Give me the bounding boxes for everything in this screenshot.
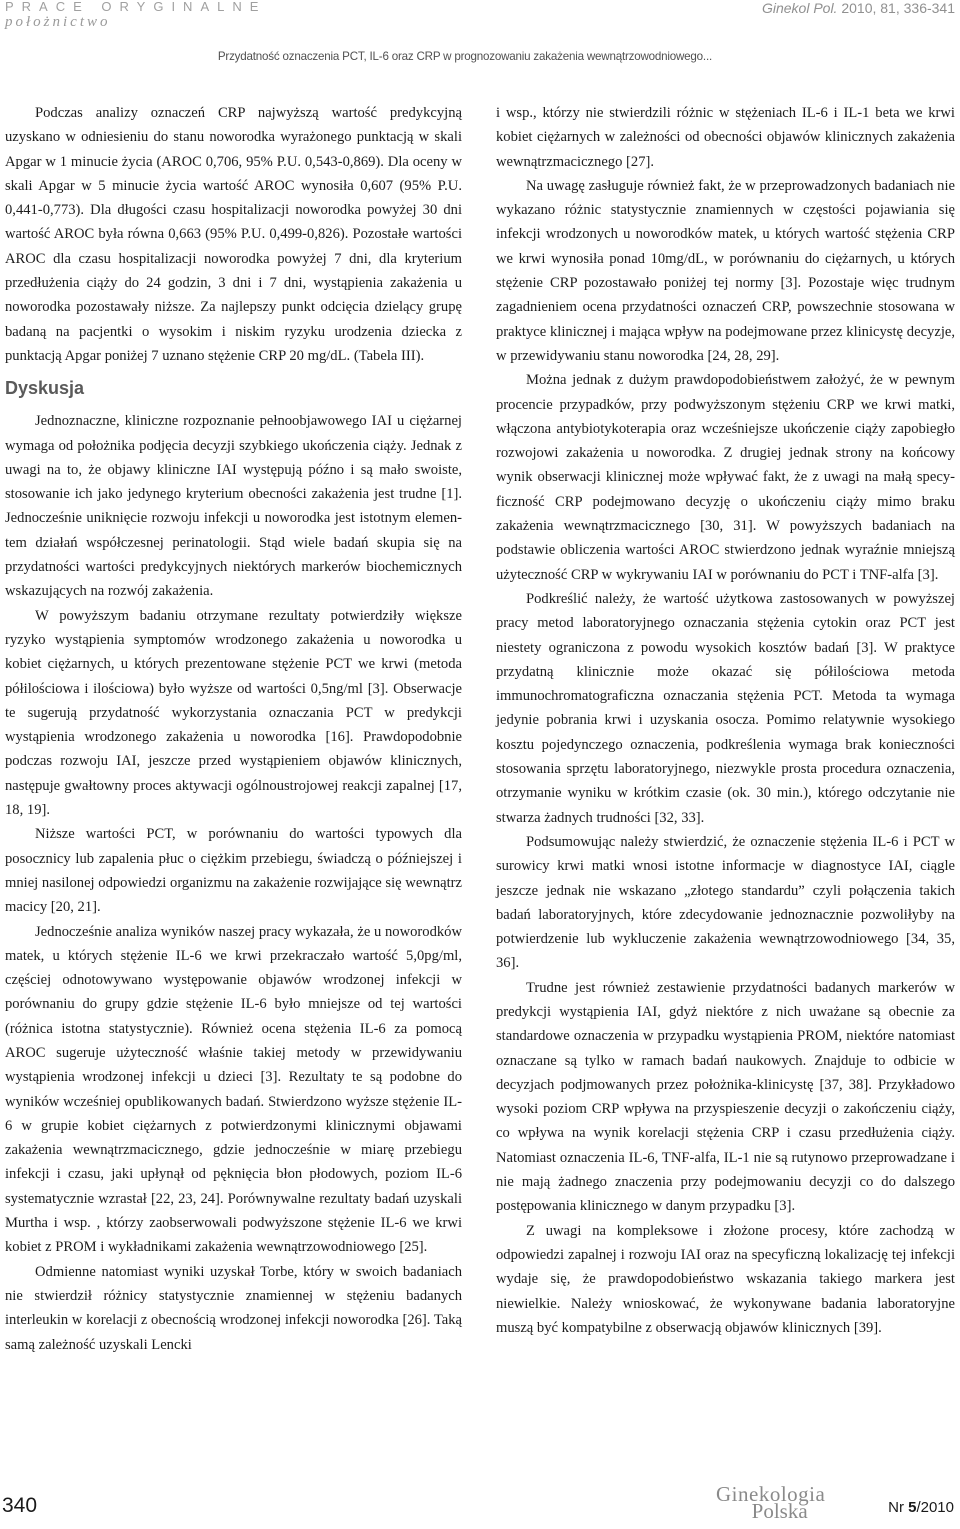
paragraph: Niższe wartości PCT, w porównaniu do wartości typowych dla posocznicy lub zapalenia płuc o ciężkim przebiegu, świadczą o późniejszej i mniej nasilonej odpowiedzi organizmu na zakażenie rozwijające się wewnątrz macicy [20, 21]. (5, 826, 462, 916)
paragraph: i wsp., którzy nie stwierdzili różnic w stężeniach IL-6 i IL-1 beta we krwi kobiet ciężarnych w zależności od obecności objawów klinicznych zakażenia wewnątrzmacicznego [27]. (496, 105, 955, 170)
logo-line1: Ginekologia (716, 1482, 826, 1506)
section-heading: Dyskusja (5, 378, 85, 399)
running-title: Przydatność oznaczenia PCT, IL-6 oraz CRP w prognozowaniu zakażenia wewnątrzowodniowego... (217, 50, 712, 63)
journal-info: 2010, 81, 336-341 (837, 0, 955, 16)
journal-citation (762, 0, 955, 16)
specialty-label: położnictwo (5, 14, 111, 30)
journal-name: Ginekol Pol. (761, 0, 838, 16)
logo-line2: Polska (751, 1499, 808, 1523)
left-column (5, 101, 462, 1357)
paragraph: Z uwagi na kompleksowe i złożone procesy, które zachodzą w odpowiedzi zapalnej i rozwoju IAI oraz na specyficzną lokalizację tej infekcji wydaje się, że prawdopodobieństwo wskazania takiego markera jest niewielkie. Należy wnioskować, że wykonywane badania laboratoryjne muszą być kompatybilne z obserwacją objawów klinicznych [39]. (496, 1222, 955, 1336)
issue-year: /2010 (916, 1499, 954, 1516)
paragraph: Odmienne natomiast wyniki uzyskał Torbe, który w swoich badaniach nie stwierdził różnicy statystycznie znamiennej w stężeniu badanych interleukin w korelacji z obecnością wrodzonej infekcji noworodka [26]. Taką samą zależność uzyskali Lencki (5, 1263, 462, 1353)
issue-prefix: Nr (888, 1499, 909, 1516)
paragraph: Jednocześnie analiza wyników naszej pracy wykazała, że u noworodków matek, u których stężenie IL-6 we krwi przekraczało wartość 5,0pg/ml, częściej odnotowywano występowanie objawów wrodzonej infekcji w porównaniu do grupy gdzie stężenie IL-6 było mniejsze od tej wartości (różnica istotna statystycznie). Również ocena stężenia IL-6 za pomocą AROC sugeruje użyteczność właśnie takiej metody w przewidywaniu wystąpienia wrodzonej infekcji u dzieci [3]. Rezultaty te są podobne do wyników wcześniej opublikowanych badań. Stwierdzono wyższe stężenie IL-6 w grupie kobiet ciężarnych z potwierdzonymi klinicznymi objawami zakażenia wewnątrzmacicznego, gdzie jednocześnie w miarę przebiegu infekcji i czasu, jaki upłynął od pęknięcia błon płodowych, poziom IL-6 systematycznie wzrastał [22, 23, 24]. Porównywalne rezultaty badań uzyskali Murtha i wsp. , którzy zaobserwowali podwyższone stężenie IL-6 we krwi kobiet z PROM i wykładnikami zakażenia wewnątrzowodniowego [25]. (5, 923, 462, 1256)
paragraph: W powyższym badaniu otrzymane rezultaty potwierdziły większe ryzyko wystąpienia symptomów wrodzonego zakażenia u noworodka u kobiet ciężarnych, u których prezentowane stężenie PCT we krwi (metoda półilościowa i ilościowa) było wyższe od wartości 0,5ng/ml [3]. Obserwacje te sugerują przydatność wykorzystania oznaczania PCT w predykcji wystąpienia wrodzonego zakażenia u noworodka [16]. Prawdopodobnie podczas rozwoju IAI, jeszcze przed wystąpieniem objawów klinicznych, następuje gwałtowny proces aktywacji ogólnoustrojowej reakcji zapalnej [17, 18, 19]. (5, 607, 462, 819)
paragraph: Trudne jest również zestawienie przydatności badanych markerów w predykcji wystąpienia IAI, gdyż niektóre z nich uważane są obecnie za standardowe oznaczenia w przypadku wystąpienia PROM, niektóre natomiast oznaczane są tylko w ramach badań naukowych. Znajduje to odbicie w decyzjach podjmowanych przez położnika-klinicystę [37, 38]. Przykładowo wysoki poziom CRP wpływa na przyspieszenie decyzji o zakończeniu ciąży, co wpływa na wynik korelacji stężenia CRP i czasu przedłużenia ciąży. Natomiast oznaczenia IL-6, TNF-alfa, IL-1 nie są rutynowo przeprowadzane i nie mają żadnego znaczenia przy podejmowaniu decyzji co do dalszego postępowania klinicznego w danym przypadku [3]. (496, 979, 955, 1215)
issue-number (888, 1499, 954, 1516)
paragraph: Podkreślić należy, że wartość użytkowa zastosowanych w powyższej pracy metod laboratoryjnego oznaczania stężenia cytokin oraz PCT jest niestety ograniczona z powodu wysokich kosztów badań [3]. W praktyce przydatną klinicznie może okazać się półilościowa metoda immunochromatograficzna oznaczania stężenia PCT. Metoda ta wymaga jedynie pobrania krwi i uzyskania osocza. Pomimo relatywnie wysokiego kosztu pojedynczego oznaczenia, podkreślenia wymaga brak konieczności stosowania sprzętu laboratoryjnego, niezwykle prosta procedura oznaczenia, otrzymanie wyniku w krótkim czasie (ok. 30 min.), którego odczytanie nie stwarza żadnych trudności [32, 33]. (496, 590, 955, 826)
paragraph: Można jednak z dużym prawdopodobieństwem założyć, że w pewnym procencie przypadków, przy podwyższonym stężeniu CRP we krwi matki, włączona antybiotykoterapia oraz wcześniejsze ukończenie ciąży zapobiegło rozwojowi zakażenia u noworodka. Z drugiej jednak strony na końcowy wynik obserwacji klinicznej może wpływać fakt, że z uwagi na małą specyficzność CRP podejmowano decyzję o ukończeniu ciąży mimo braku zakażenia wewnątrzmacicznego [30, 31]. W powyższych badaniach na podstawie obliczenia wartości AROC stwierdzono jednak wyraźnie mniejszą użyteczność CRP w wykrywaniu IAI w porównaniu do PCT i TNF-alfa [3]. (496, 372, 955, 583)
right-column (496, 101, 955, 1340)
page-number: 340 (2, 1494, 38, 1517)
issue-num: 5 (908, 1499, 917, 1516)
paragraph: Podsumowując należy stwierdzić, że oznaczenie stężenia IL-6 i PCT w surowicy krwi matki wnosi istotne informacje w diagnostyce IAI, ciągle jeszcze jednak nie wskazano „złotego standardu” czyli połączenia takich badań laboratoryjnych, które zdecydowanie jednoznacznie pozwoliłyby na potwierdzenie lub wykluczenie zakażenia wewnątrzowodniowego [34, 35, 36]. (496, 833, 955, 972)
paragraph: Jednoznaczne, kliniczne rozpoznanie pełnoobjawowego IAI u ciężarnej wymaga od położnika podjęcia decyzji szybkiego ukończenia ciąży. Jednak z uwagi na to, że objawy kliniczne IAI występują późno i są mało swoiste, stosowanie ich jako jedynego kryterium obecności zakażenia jest trudne [1]. Jednocześnie uniknięcie rozwoju infekcji u noworodka jest istotnym elementem działań współczesnej perinatologii. Stąd wiele badań skupia się na przydatności wartości predykcyjnych niektórych markerów biochemicznych wskazujących na rozwój zakażenia. (5, 413, 462, 600)
section-label: PRACE ORYGINALNE (5, 0, 267, 14)
paragraph: Podczas analizy oznaczeń CRP najwyższą wartość predykcyjną uzyskano w odniesieniu do stanu noworodka wyrażonego punktacją w skali Apgar w 1 minucie życia (AROC 0,706, 95% P.U. 0,543-0,869). Dla oceny w skali Apgar w 5 minucie życia wartość AROC wynosiła 0,607 (95% P.U. 0,441-0,773). Dla długości czasu hospitalizacji noworodka powyżej 30 dni wartość AROC była równa 0,663 (95% P.U. 0,499-0,826). Pozostałe wartości AROC dla czasu hospitalizacji noworodka powyżej 7 dni, dla kryterium przedłużenia ciąży do 24 godzin, 3 dni i 7 dni, wystąpienia zakażenia u noworodka pozostawały niższe. Za najlepszy punkt odcięcia dzielący grupę badaną na pacjentki o wysokim i niskim ryzyku urodzenia dziecka z punktacją Apgar poniżej 7 uznano stężenie CRP 20 mg/dL. (Tabela III). (5, 105, 462, 364)
journal-logo (716, 1482, 826, 1523)
paragraph: Na uwagę zasługuje również fakt, że w przeprowadzonych badaniach nie wykazano różnic statystycznie znamiennych w częstości pojawiania się infekcji wrodzonych u noworodków matek, u których wartość stężenia CRP we krwi wynosiła ponad 10mg/dL, w porównaniu do ciężarnych, u których stężenie CRP pozostawało poniżej tej normy [3]. Pozostaje więc trudnym zagadnieniem ocena przydatności oznaczeń CRP, powszechnie stosowana w praktyce klinicznej i mająca wpływ na podejmowane przez klinicystę decyzje, w przewidywaniu stanu noworodka [24, 28, 29]. (496, 177, 955, 364)
